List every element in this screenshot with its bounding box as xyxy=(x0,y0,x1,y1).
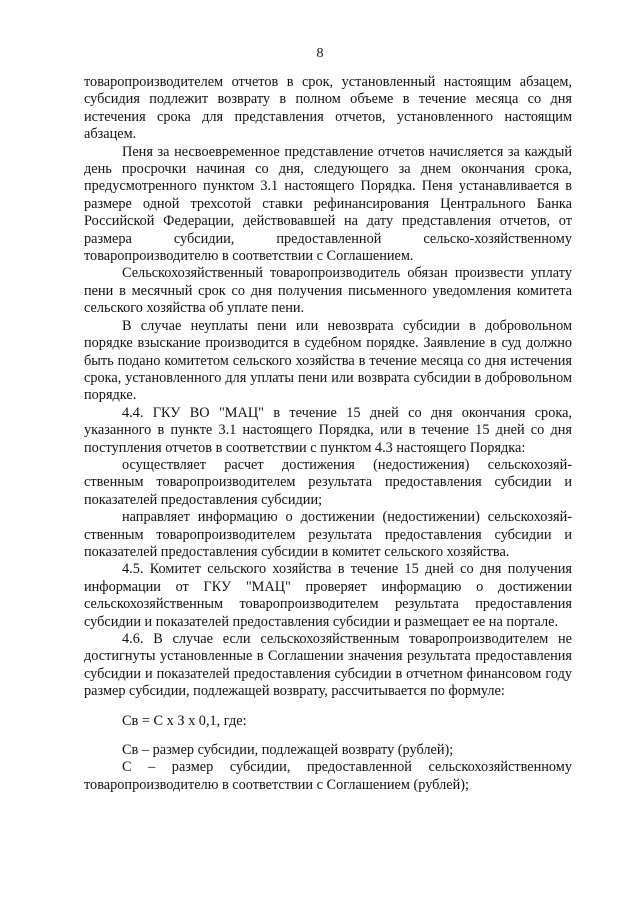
formula: Св = С х З х 0,1, где: xyxy=(122,712,247,729)
page-number: 8 xyxy=(316,46,324,61)
paragraph-penalty-payment: Сельскохозяйственный товаропроизводитель обязан произвести уплату пени в месячный срок со дня получения письменного уведомления комитета сельского хозяйства об уплате пени. xyxy=(84,265,572,317)
paragraph-4-5: 4.5. Комитет сельского хозяйства в течение 15 дней со дня получения информации от ГКУ "МАЦ" проверяет информацию о достижении сельскохозяйственным товаропроизводителем результата предоставления субсидии и показателей предоставления субсидии и размещает ее на портале. xyxy=(84,561,572,630)
definition-sv: Св – размер субсидии, подлежащей возврату (рублей); xyxy=(122,742,454,759)
paragraph-4-4: 4.4. ГКУ ВО "МАЦ" в течение 15 дней со дня окончания срока, указанного в пункте 3.1 настоящего Порядка, или в течение 15 дней со дня поступления отчетов в соответствии с пунктом 4.3 настоящего Порядка: xyxy=(84,404,572,456)
paragraph-calculation: осуществляет расчет достижения (недостижения) сельскохозяй-ственным товаропроизводителем результата предоставления субсидии и показателей предоставления субсидии; xyxy=(84,456,572,508)
definition-s: С – размер субсидии, предоставленной сельскохозяйственному товаропроизводителю в соответствии с Соглашением (рублей); xyxy=(84,759,572,793)
paragraph-court-recovery: В случае неуплаты пени или невозврата субсидии в добровольном порядке взыскание производится в судебном порядке. Заявление в суд должно быть подано комитетом сельского хозяйства в течение месяца со дня истечения срока, установленного для уплаты пени или возврата субсидии в добровольном порядке. xyxy=(84,317,572,404)
paragraph-4-6: 4.6. В случае если сельскохозяйственным товаропроизводителем не достигнуты установленные в Соглашении значения результата предоставления субсидии и показателей предоставления субсидии в отчетном финансовом году размер субсидии, подлежащей возврату, рассчитывается по формуле: xyxy=(84,631,572,700)
paragraph-penalty: Пеня за несвоевременное представление отчетов начисляется за каждый день просрочки начиная со дня, следующего за днем окончания срока, предусмотренного пунктом 3.1 настоящего Порядка. Пеня устанавливается в размере одной трехсотой ставки рефинансирования Центрального Банка Российской Федерации, действовавшей на дату представления отчетов, от размера субсидии, предоставленной сельско-хозяйственному товаропроизводителю в соответствии с Соглашением. xyxy=(84,143,572,265)
paragraph-continuation: товаропроизводителем отчетов в срок, установленный настоящим абзацем, субсидия подлежит возврату в полном объеме в течение месяца со дня истечения срока для представления отчетов, установленного настоящим абзацем. xyxy=(84,74,572,143)
document-body xyxy=(84,74,572,794)
paragraph-information: направляет информацию о достижении (недостижении) сельскохозяй-ственным товаропроизводителем результата предоставления субсидии и показателей предоставления субсидии в комитет сельского хозяйства. xyxy=(84,509,572,560)
